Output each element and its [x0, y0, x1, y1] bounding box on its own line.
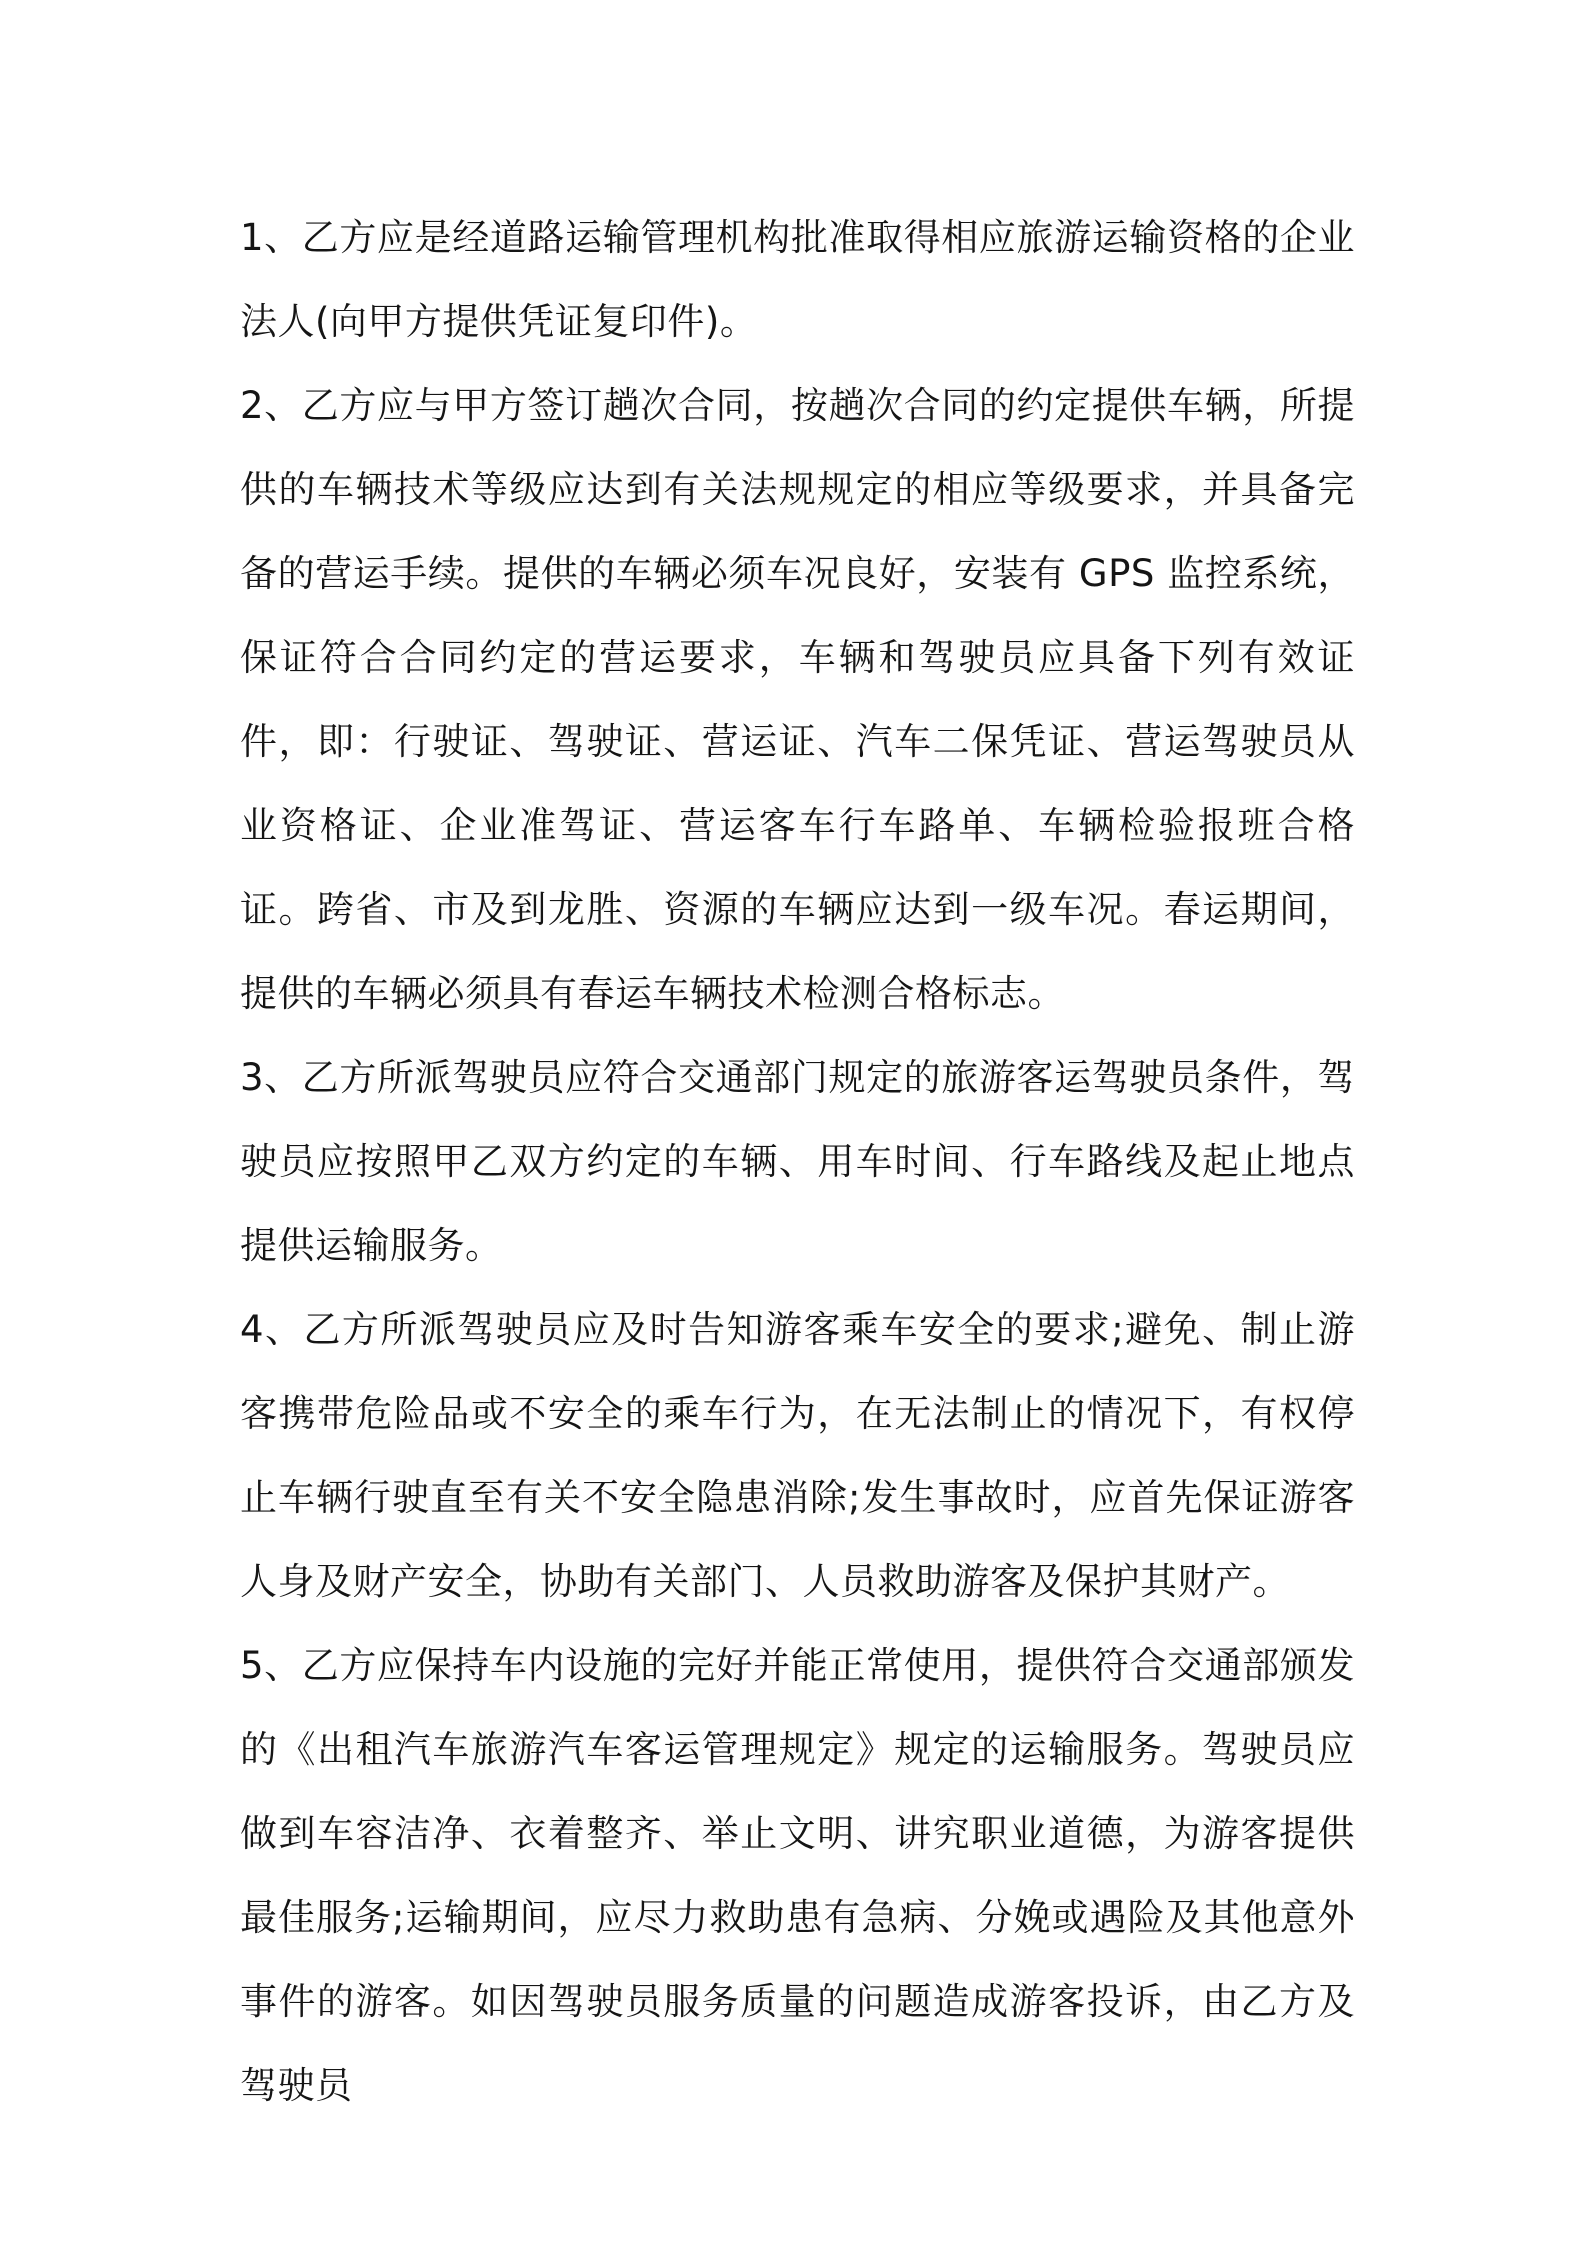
clause-5-paragraph: 5、乙方应保持车内设施的完好并能正常使用，提供符合交通部颁发的《出租汽车旅游汽车客运管理规定》规定的运输服务。驾驶员应做到车容洁净、衣着整齐、举止文明、讲究职业道德，为游客提供最佳服务;运输期间，应尽力救助患有急病、分娩或遇险及其他意外事件的游客。如因驾驶员服务质量的问题造成游客投诉，由乙方及驾驶员: [240, 1644, 1355, 2107]
clause-2-paragraph: 2、乙方应与甲方签订趟次合同，按趟次合同的约定提供车辆，所提供的车辆技术等级应达到有关法规规定的相应等级要求，并具备完备的营运手续。提供的车辆必须车况良好，安装有 GPS 监控系统，保证符合合同约定的营运要求，车辆和驾驶员应具备下列有效证件，即：行驶证、驾驶证、营运证、汽车二保凭证、营运驾驶员从业资格证、企业准驾证、营运客车行车路单、车辆检验报班合格证。跨省、市及到龙胜、资源的车辆应达到一级车况。春运期间，提供的车辆必须具有春运车辆技术检测合格标志。: [240, 384, 1355, 1015]
document-body: [240, 196, 1355, 2128]
clause-3-paragraph: 3、乙方所派驾驶员应符合交通部门规定的旅游客运驾驶员条件，驾驶员应按照甲乙双方约定的车辆、用车时间、行车路线及起止地点提供运输服务。: [240, 1056, 1355, 1267]
clause-4-paragraph: 4、乙方所派驾驶员应及时告知游客乘车安全的要求;避免、制止游客携带危险品或不安全的乘车行为，在无法制止的情况下，有权停止车辆行驶直至有关不安全隐患消除;发生事故时，应首先保证游客人身及财产安全，协助有关部门、人员救助游客及保护其财产。: [240, 1308, 1355, 1603]
clause-1-paragraph: 1、乙方应是经道路运输管理机构批准取得相应旅游运输资格的企业法人(向甲方提供凭证复印件)。: [240, 216, 1355, 343]
